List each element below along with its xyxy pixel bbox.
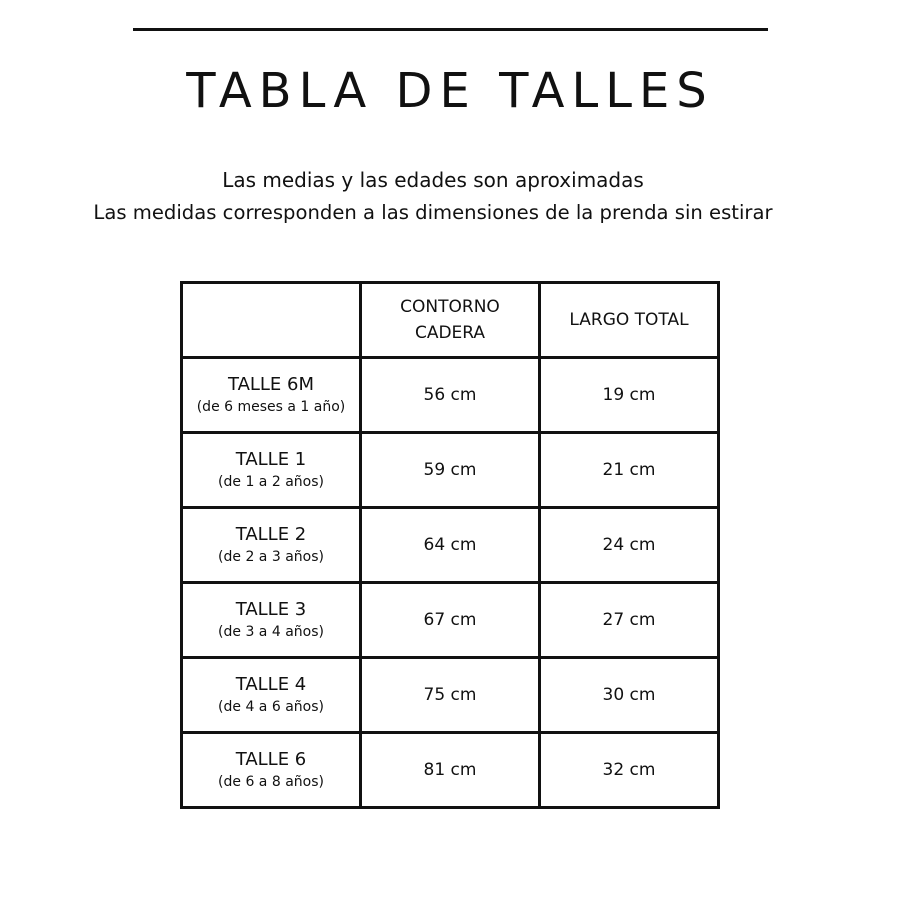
top-divider — [133, 28, 768, 31]
size-age-range: (de 6 a 8 años) — [218, 774, 324, 790]
page-title: TABLA DE TALLES — [186, 63, 714, 119]
subtitle-approximate: Las medias y las edades son aproximadas — [222, 168, 644, 192]
header-hip — [361, 283, 540, 358]
subtitle-measurements: Las medidas corresponden a las dimensiones de la prenda sin estirar — [93, 201, 773, 224]
size-age-range: (de 6 meses a 1 año) — [196, 399, 346, 415]
hip-value: 59 cm — [361, 433, 540, 508]
hip-value: 56 cm — [361, 358, 540, 433]
size-name: TALLE 2 — [235, 524, 307, 545]
size-cell — [182, 658, 361, 733]
table-row — [182, 583, 719, 658]
size-age-range: (de 1 a 2 años) — [218, 474, 324, 490]
header-hip-label: CONTORNO CADERA — [400, 297, 500, 343]
table-header-row — [182, 283, 719, 358]
hip-value: 75 cm — [361, 658, 540, 733]
header-length: LARGO TOTAL — [540, 283, 719, 358]
size-name: TALLE 3 — [235, 599, 307, 620]
length-value: 30 cm — [540, 658, 719, 733]
length-value: 24 cm — [540, 508, 719, 583]
length-value: 21 cm — [540, 433, 719, 508]
size-cell — [182, 508, 361, 583]
size-cell — [182, 358, 361, 433]
size-name: TALLE 1 — [235, 449, 307, 470]
table-row — [182, 433, 719, 508]
size-age-range: (de 4 a 6 años) — [218, 699, 324, 715]
size-cell — [182, 733, 361, 808]
size-name: TALLE 4 — [235, 674, 307, 695]
table-row — [182, 658, 719, 733]
size-age-range: (de 2 a 3 años) — [218, 549, 324, 565]
size-age-range: (de 3 a 4 años) — [218, 624, 324, 640]
length-value: 32 cm — [540, 733, 719, 808]
size-name: TALLE 6M — [227, 374, 315, 395]
hip-value: 67 cm — [361, 583, 540, 658]
size-cell — [182, 433, 361, 508]
length-value: 19 cm — [540, 358, 719, 433]
length-value: 27 cm — [540, 583, 719, 658]
table-row — [182, 358, 719, 433]
size-table — [180, 281, 720, 809]
hip-value: 64 cm — [361, 508, 540, 583]
size-cell — [182, 583, 361, 658]
table-row — [182, 733, 719, 808]
hip-value: 81 cm — [361, 733, 540, 808]
size-name: TALLE 6 — [235, 749, 307, 770]
header-empty-cell — [182, 283, 361, 358]
table-row — [182, 508, 719, 583]
